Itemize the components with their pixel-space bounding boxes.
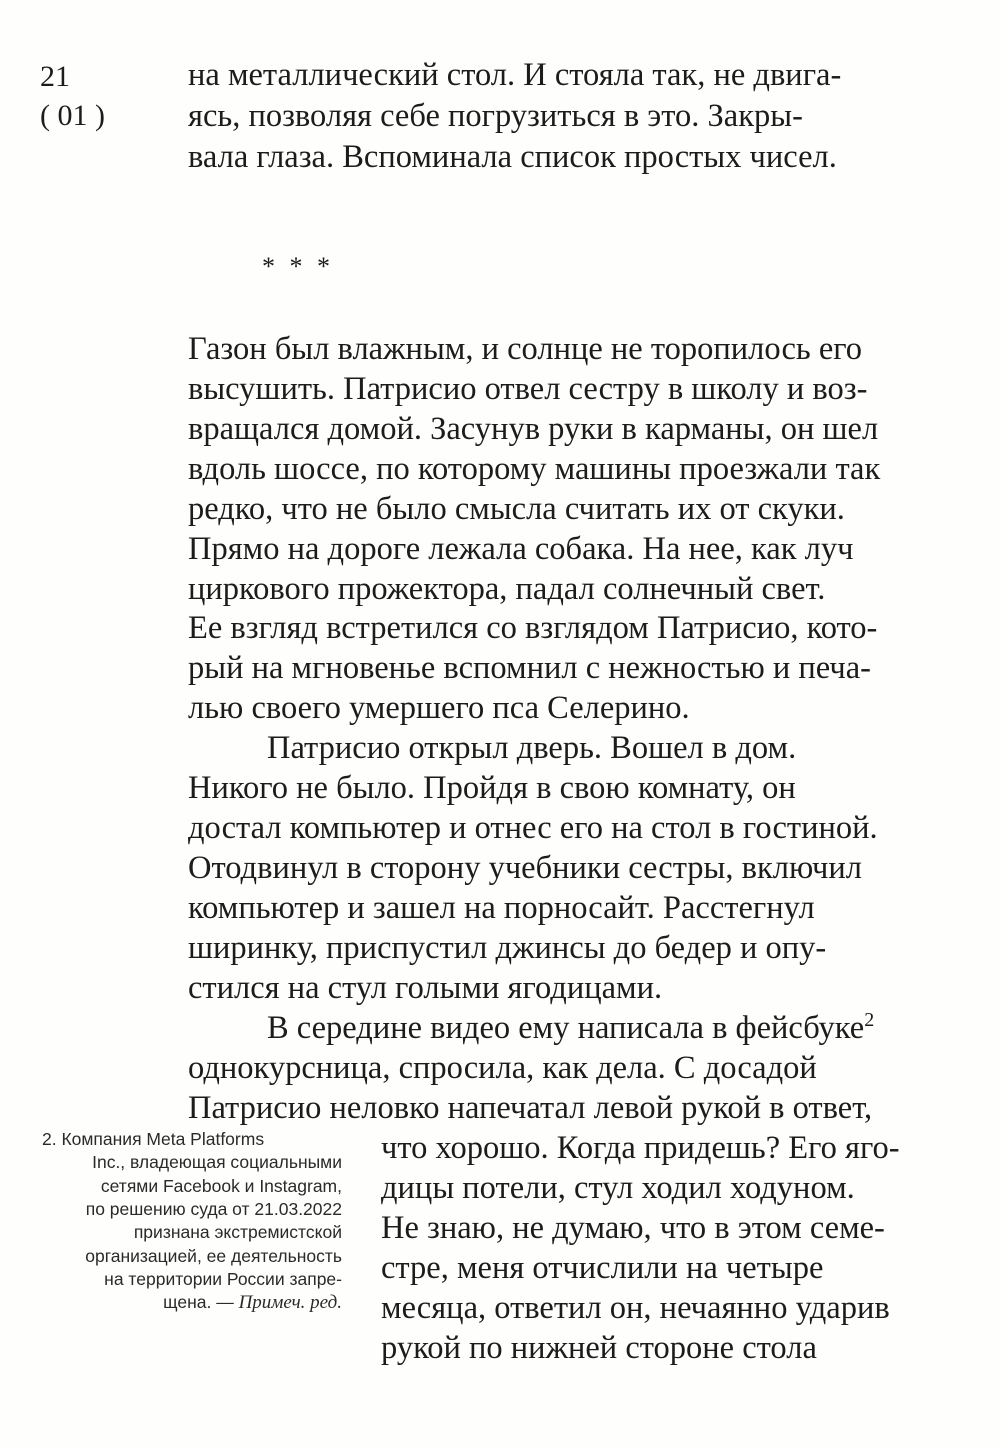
text-line: Прямо на дороге лежала собака. На нее, как луч [188, 531, 854, 567]
text-line: однокурсница, спросила, как дела. С досадой [188, 1050, 817, 1086]
text-line: высушить. Патрисио отвел сестру в школу и воз- [188, 371, 868, 407]
editor-note: Примеч. ред. [238, 1292, 342, 1313]
footnote-line: 2. Компания Meta Platforms [42, 1129, 265, 1149]
text-line: Не знаю, не думаю, что в этом семе- [381, 1210, 885, 1246]
text-line: Патрисио неловко напечатал левой рукой в ответ, [188, 1090, 873, 1126]
text-line: рукой по нижней стороне стола [381, 1330, 817, 1366]
text-line: стился на стул голыми ягодицами. [188, 970, 663, 1006]
text-line: что хорошо. Когда придешь? Его яго- [381, 1130, 900, 1166]
text-line: Патрисио открыл дверь. Вошел в дом. [267, 730, 797, 766]
text-line: компьютер и зашел на порносайт. Расстегнул [188, 890, 815, 926]
text-line: месяца, ответил он, нечаянно ударив [381, 1290, 890, 1326]
text-line: Газон был влажным, и солнце не торопилось его [188, 331, 863, 367]
text-line: Никого не было. Пройдя в свою комнату, он [188, 770, 796, 806]
footnote-reference: 2 [864, 1009, 875, 1031]
text-line: Ее взгляд встретился со взглядом Патрисио, кото- [188, 610, 878, 646]
text-line: дицы потели, стул ходил ходуном. [381, 1170, 855, 1206]
text-line: на металлический стол. И стояла так, не двига- [188, 57, 842, 93]
footnote-line: признана экстремистской [133, 1222, 342, 1242]
text-line: стре, меня отчислили на четыре [381, 1250, 824, 1286]
text-line: достал компьютер и отнес его на стол в гостиной. [188, 810, 878, 846]
footnote-line: организацией, ее деятельность [85, 1246, 342, 1266]
footnote-line: по решению суда от 21.03.2022 [85, 1199, 342, 1219]
page-number: 21 [40, 60, 70, 93]
footnote-line: Inc., владеющая социальными [92, 1152, 342, 1172]
section-number: ( 01 ) [40, 99, 105, 132]
text-line: вдоль шоссе, по которому машины проезжали так [188, 451, 881, 487]
text-line-content: В середине видео ему написала в фейсбуке [267, 1010, 865, 1046]
text-line: ясь, позволяя себе погрузиться в это. Закры- [188, 98, 803, 134]
text-line: вращался домой. Засунув руки в карманы, он шел [188, 411, 879, 447]
footnote-line [42, 1291, 342, 1314]
text-line: рый на мгновенье вспомнил с нежностью и печа- [188, 650, 871, 686]
text-line: лью своего умершего пса Селерино. [188, 690, 690, 726]
text-line: Отодвинул в сторону учебники сестры, включил [188, 850, 862, 886]
section-break: * * * [262, 252, 334, 281]
footnote-line: сетями Facebook и Instagram, [100, 1176, 342, 1196]
text-line: редко, что не было смысла считать их от скуки. [188, 491, 845, 527]
footnote-line: на территории России запре- [104, 1269, 342, 1289]
footnote-text: щена. — [163, 1292, 239, 1312]
text-line: циркового прожектора, падал солнечный свет. [188, 571, 826, 607]
text-line: вала глаза. Вспоминала список простых чисел. [188, 139, 837, 175]
text-line: ширинку, приспустил джинсы до бедер и опу- [188, 930, 827, 966]
text-line [267, 1008, 874, 1048]
